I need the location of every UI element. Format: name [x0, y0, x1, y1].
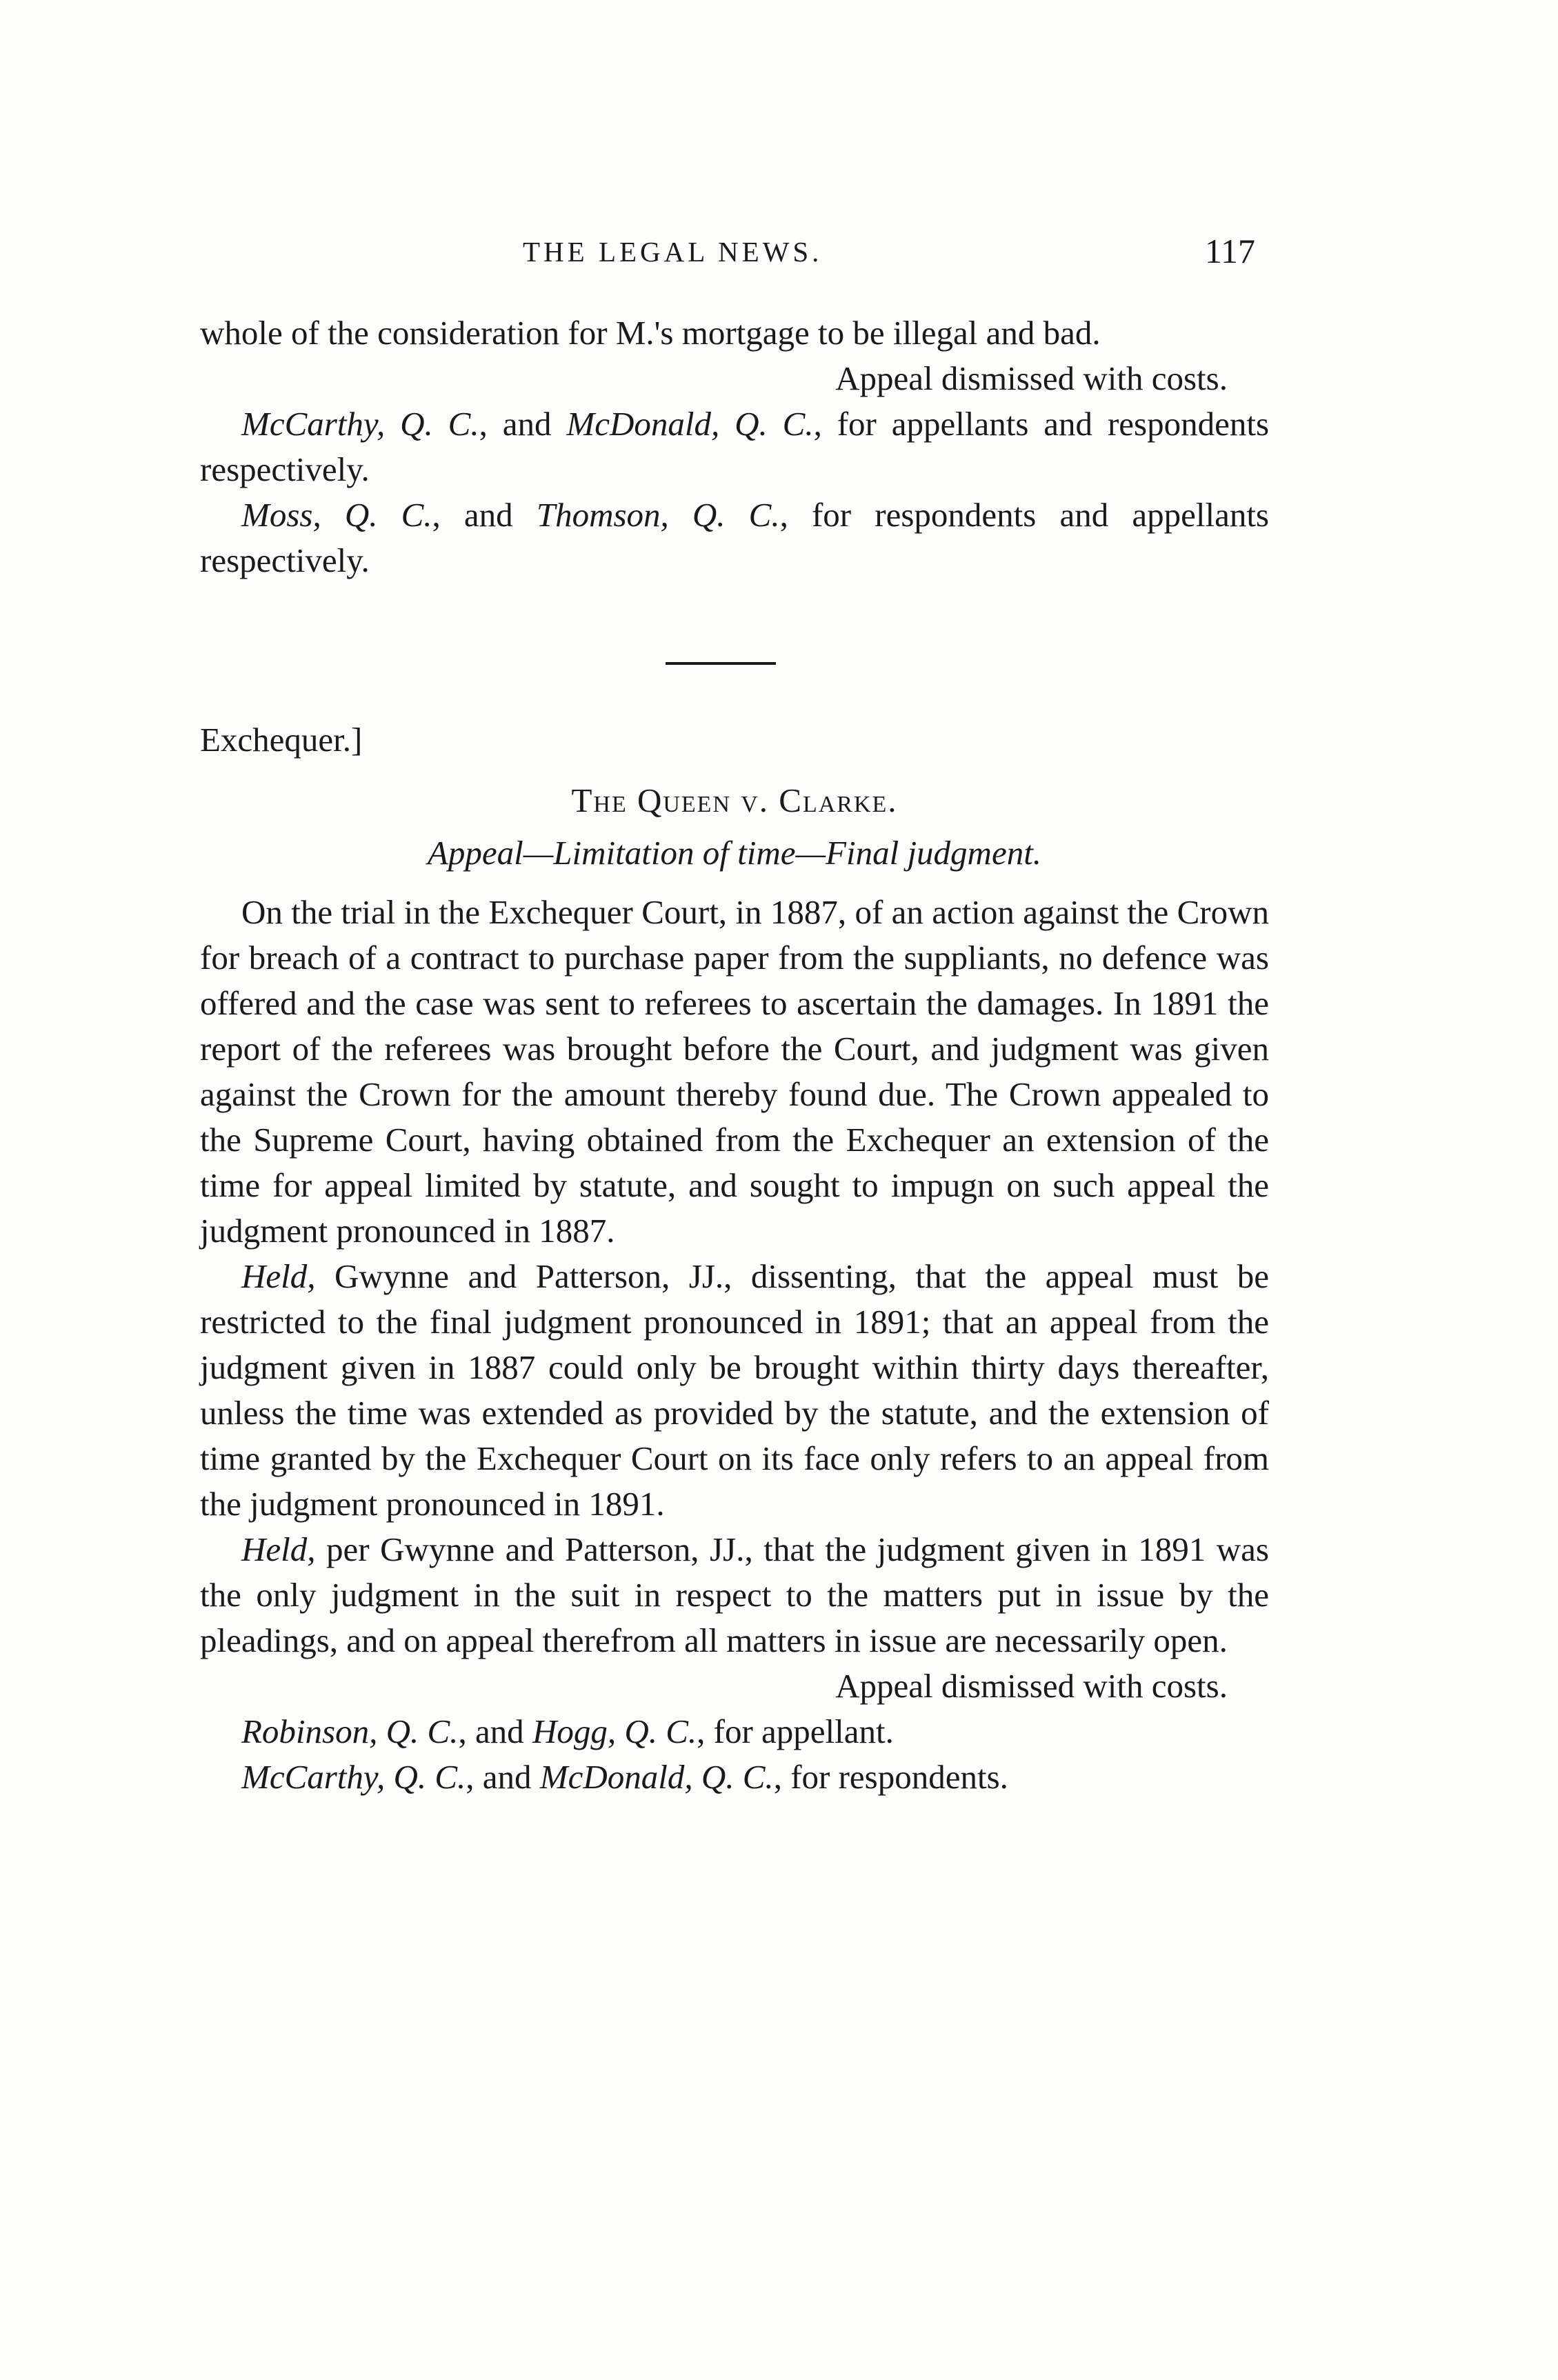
counsel-name: McCarthy, Q. C.	[241, 405, 479, 443]
counsel-role: , for respondents.	[773, 1758, 1008, 1796]
counsel-line	[200, 492, 1269, 583]
conjunction: , and	[466, 1758, 540, 1796]
counsel-name: Thomson, Q. C.	[536, 496, 780, 534]
counsel-name: Robinson, Q. C.	[241, 1712, 459, 1750]
conjunction: , and	[479, 405, 567, 443]
counsel-role: , for appellants and respondents respectively.	[200, 405, 1270, 488]
held-label: Held,	[241, 1530, 316, 1568]
headnote: Appeal—Limitation of time—Final judgment.	[427, 834, 1042, 872]
counsel-line	[200, 1709, 1269, 1754]
continued-text-line: whole of the consideration for M.'s mortgage to be illegal and bad.	[200, 314, 1101, 352]
counsel-line	[200, 1754, 1269, 1800]
holding-paragraph	[200, 1527, 1269, 1663]
counsel-name: McDonald, Q. C.	[539, 1758, 774, 1796]
conjunction: , and	[458, 1712, 532, 1750]
counsel-name: Hogg, Q. C.	[532, 1712, 697, 1750]
previous-case-ending	[200, 310, 1269, 583]
counsel-name: McCarthy, Q. C.	[241, 1758, 466, 1796]
counsel-name: McDonald, Q. C.	[566, 405, 814, 443]
page-number: 117	[1204, 232, 1255, 270]
holding-text: Gwynne and Patterson, JJ., dissenting, that the appeal must be restricted to the final judgment pronounced in 1891; that an appeal from the judgment given in 1887 could only be brought within thirty days thereafter, unless the time was extended as provided by the statute, and the extension of time granted by the Exchequer Court on its face only refers to an appeal from the judgment pronounced in 1891.	[200, 1257, 1269, 1523]
counsel-line	[200, 401, 1269, 492]
running-title: THE LEGAL NEWS.	[523, 236, 823, 268]
holding-text: per Gwynne and Patterson, JJ., that the judgment given in 1891 was the only judgment in the suit in respect to the matters put in issue by the pleadings, and on appeal therefrom all matters in issue are necessarily open.	[200, 1530, 1269, 1659]
conjunction: , and	[432, 496, 537, 534]
page-header	[200, 231, 1255, 279]
case-title: The Queen v. Clarke.	[571, 781, 898, 819]
held-label: Held,	[241, 1257, 316, 1295]
counsel-name: Moss, Q. C.	[241, 496, 432, 534]
case-report	[200, 717, 1269, 1800]
counsel-role: , for respondents and appellants respectively.	[200, 496, 1269, 579]
counsel-role: , for appellant.	[697, 1712, 894, 1750]
appeal-result: Appeal dismissed with costs.	[835, 1667, 1228, 1705]
appeal-result: Appeal dismissed with costs.	[835, 359, 1228, 397]
court-name: Exchequer.]	[200, 721, 363, 759]
facts-paragraph: On the trial in the Exchequer Court, in 1887, of an action against the Crown for breach of a contract to purchase paper from the suppliants, no defence was offered and the case was sent to referees to ascertain the damages. In 1891 the report of the referees was brought before the Court, and judgment was given against the Crown for the amount thereby found due. The Crown appealed to the Supreme Court, having obtained from the Exchequer an extension of the time for appeal limited by statute, and sought to impugn on such appeal the judgment pronounced in 1887.	[200, 893, 1269, 1250]
section-divider	[666, 662, 776, 665]
holding-paragraph	[200, 1254, 1269, 1527]
